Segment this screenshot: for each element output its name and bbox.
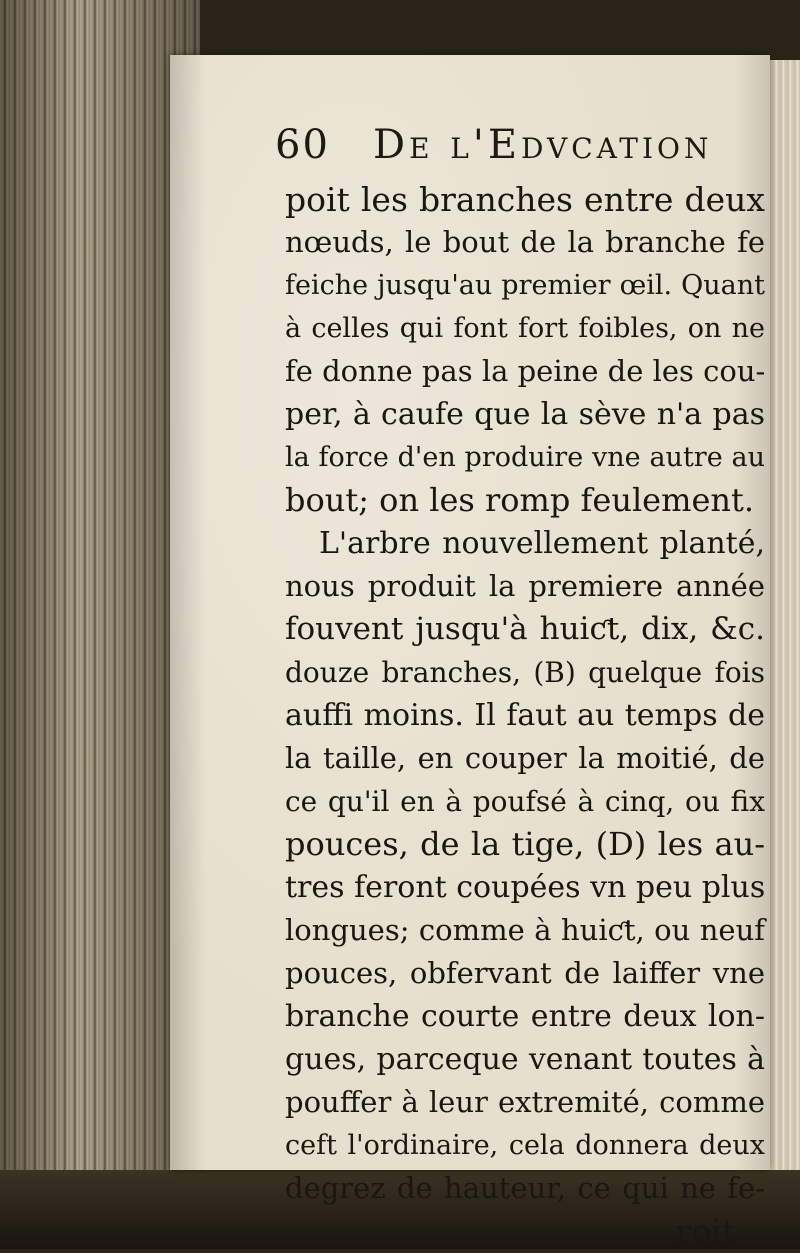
text-line: gues, parceque venant toutes à (285, 1042, 765, 1077)
text-line: bout; on les romp feulement. (285, 481, 755, 519)
text-line: degrez de hauteur, ce qui ne fe- (285, 1171, 765, 1205)
text-line: per, à caufe que la sève n'a pas (285, 397, 765, 432)
text-line: nous produit la premiere année (285, 569, 765, 603)
next-page-edge (770, 60, 800, 1249)
text-line: pouffer à leur extremité, comme (285, 1085, 765, 1119)
page-header (275, 122, 745, 172)
text-line: auffi moins. Il faut au temps de (285, 698, 765, 733)
text-line: ceft l'ordinaire, cela donnera deux (285, 1130, 765, 1161)
running-head: De l'Edvcation (373, 122, 713, 168)
text-line: nœuds, le bout de la branche fe (285, 225, 765, 259)
text-line: feiche jusqu'au premier œil. Quant (285, 270, 765, 301)
text-line: tres feront coupées vn peu plus (285, 870, 766, 905)
text-line: la force d'en produire vne autre au (285, 442, 765, 473)
page-number: 60 (275, 122, 330, 168)
text-line: pouces, obfervant de laiffer vne (285, 956, 765, 990)
text-line: à celles qui font fort foibles, on ne (285, 313, 765, 344)
text-line: branche courte entre deux lon- (285, 999, 765, 1034)
text-line: fe donne pas la peine de les cou- (285, 354, 766, 388)
text-line: pouces, de la tige, (D) les au- (285, 825, 765, 863)
text-line: la taille, en couper la moitié, de (285, 741, 765, 775)
text-line: ce qu'il en à poufsé à cinq, ou fix (285, 785, 765, 818)
text-line: fouvent jusqu'à huiƈt, dix, &c. (285, 611, 765, 647)
body-text (285, 178, 765, 1253)
catchword: roit (675, 1212, 735, 1251)
text-line: longues; comme à huiƈt, ou neuf (285, 913, 765, 947)
text-line: L'arbre nouvellement planté, (319, 526, 765, 561)
text-line: douze branches, (B) quelque fois (285, 656, 765, 689)
text-line: poit les branches entre deux (285, 180, 765, 219)
